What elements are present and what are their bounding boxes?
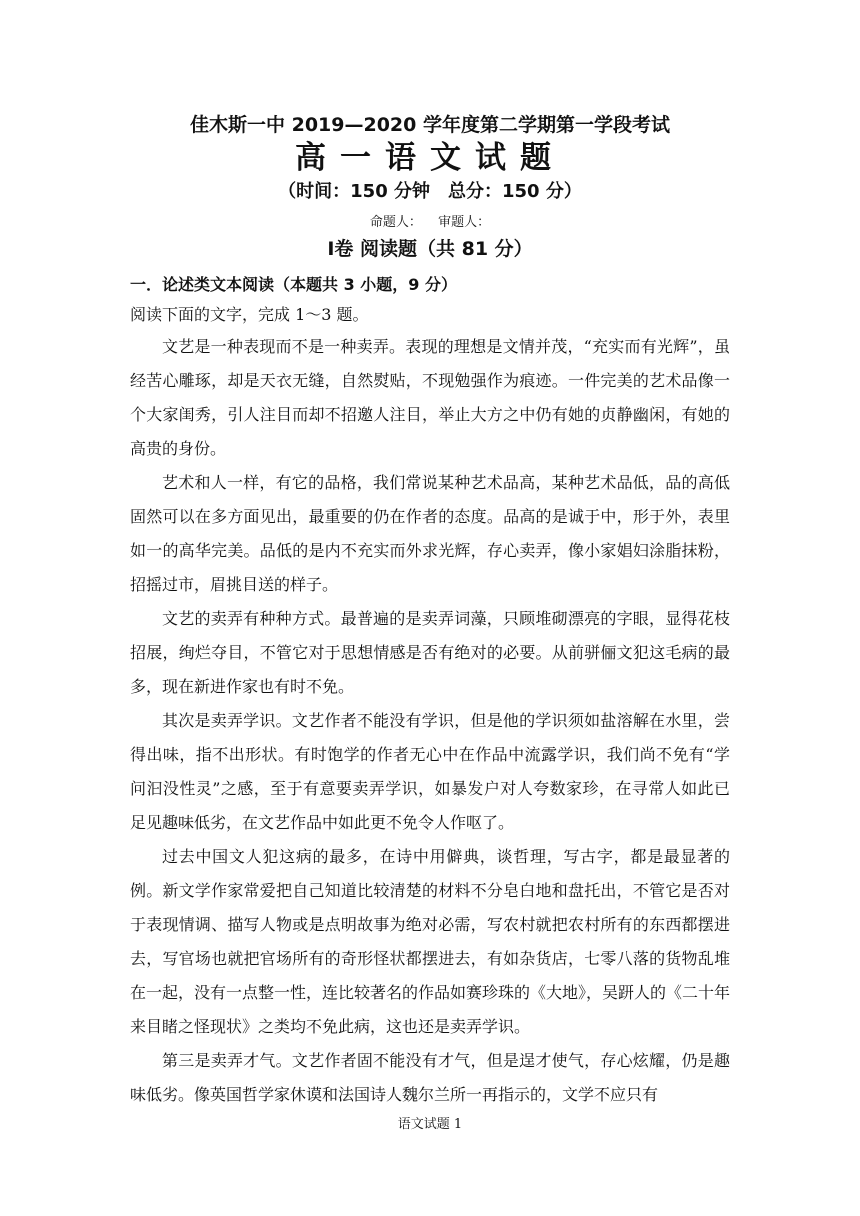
part-title: Ⅰ卷 阅读题（共 81 分） xyxy=(327,238,533,260)
reading-instruction: 阅读下面的文字，完成 1～3 题。 xyxy=(130,305,369,324)
time-score-info: （时间：150 分钟 总分：150 分） xyxy=(278,181,582,202)
setter-label: 命题人： xyxy=(369,215,422,230)
passage-paragraph: 文艺是一种表现而不是一种卖弄。表现的理想是文情并茂，“充实而有光辉”，虽经苦心雕琢，却是天衣无缝，自然熨贴，不现勉强作为痕迹。一件完美的艺术品像一个大家闺秀，引人注目而却不招邀人注目，举止大方之中仍有她的贞静幽闲，有她的高贵的身份。 xyxy=(130,337,730,458)
reviewer-label: 审题人： xyxy=(438,215,491,230)
passage-paragraph: 文艺的卖弄有种种方式。最普遍的是卖弄词藻，只顾堆砌漂亮的字眼，显得花枝招展，绚烂夺目，不管它对于思想情感是否有绝对的必要。从前骈俪文犯这毛病的最多，现在新进作家也有时不免。 xyxy=(130,609,730,696)
page-footer: 语文试题 1 xyxy=(397,1117,463,1132)
section-heading: 一．论述类文本阅读（本题共 3 小题，9 分） xyxy=(130,275,457,294)
passage-paragraph: 其次是卖弄学识。文艺作者不能没有学识，但是他的学识须如盐溶解在水里，尝得出味，指不出形状。有时饱学的作者无心中在作品中流露学识，我们尚不免有“学问汩没性灵”之感，至于有意要卖弄学识，如暴发户对人夸数家珍，在寻常人如此已足见趣味低劣，在文艺作品中如此更不免令人作呕了。 xyxy=(130,711,730,832)
passage-paragraph: 过去中国文人犯这病的最多，在诗中用僻典，谈哲理，写古字，都是最显著的例。新文学作家常爱把自己知道比较清楚的材料不分皂白地和盘托出，不管它是否对于表现情调、描写人物或是点明故事为绝对必需，写农村就把农村所有的东西都摆进去，写官场也就把官场所有的奇形怪状都摆进去，有如杂货店，七零八落的货物乱堆在一起，没有一点整一性，连比较著名的作品如赛珍珠的《大地》，吴趼人的《二十年来目睹之怪现状》之类均不免此病，这也还是卖弄学识。 xyxy=(130,847,731,1036)
school-exam-line: 佳木斯一中 2019—2020 学年度第二学期第一学段考试 xyxy=(190,114,670,136)
exam-title: 高一语文试题 xyxy=(295,140,565,176)
passage-paragraph: 第三是卖弄才气。文艺作者固不能没有才气，但是逞才使气，存心炫耀，仍是趣味低劣。像英国哲学家休谟和法国诗人魏尔兰所一再指示的，文学不应只有 xyxy=(130,1051,730,1104)
passage-paragraph: 艺术和人一样，有它的品格，我们常说某种艺术品高，某种艺术品低，品的高低固然可以在多方面见出，最重要的仍在作者的态度。品高的是诚于中，形于外，表里如一的高华完美。品低的是内不充实而外求光辉，存心卖弄，像小家娼妇涂脂抹粉，招摇过市，眉挑目送的样子。 xyxy=(130,473,730,594)
authors-line xyxy=(0,211,860,230)
reading-passage xyxy=(130,330,730,1112)
